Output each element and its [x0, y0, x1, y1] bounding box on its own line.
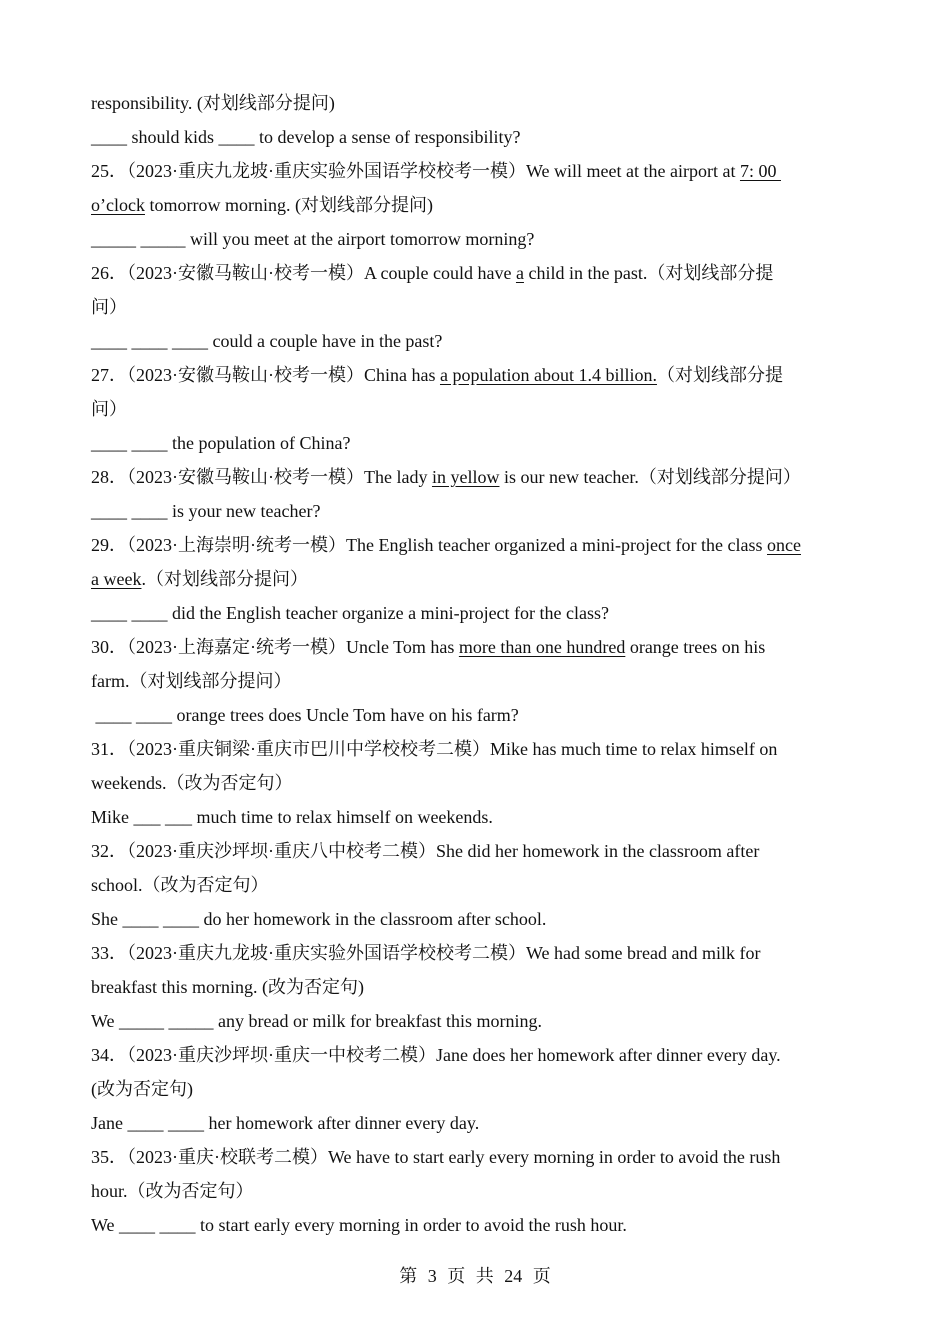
- text-line: [91, 494, 871, 528]
- text-line: [91, 766, 871, 800]
- page-footer: 第 3 页 共 24 页: [399, 1266, 551, 1286]
- text-line: [91, 290, 871, 324]
- text-segment: 32．（2023·重庆沙坪坝·重庆八中校考二模）She did her homework in the classroom after: [91, 841, 760, 861]
- text-segment: （对划线部分提: [656, 365, 783, 385]
- text-segment: 问）: [91, 297, 127, 317]
- underlined-phrase: a week: [91, 569, 142, 589]
- text-line: [91, 1072, 871, 1106]
- text-line: [91, 1038, 871, 1072]
- text-segment: 31．（2023·重庆铜梁·重庆市巴川中学校校考二模）Mike has much time to relax himself on: [91, 739, 778, 759]
- text-segment: ____ ____ did the English teacher organize a mini-project for the class?: [91, 603, 610, 623]
- underlined-phrase: o’clock: [91, 195, 145, 215]
- text-segment: She ____ ____ do her homework in the classroom after school.: [91, 909, 547, 929]
- text-line: [91, 562, 871, 596]
- text-segment: 34．（2023·重庆沙坪坝·重庆一中校考二模）Jane does her homework after dinner every day.: [91, 1045, 781, 1065]
- text-segment: 30．（2023·上海嘉定·统考一模）Uncle Tom has: [91, 637, 459, 657]
- text-line: [91, 222, 871, 256]
- underlined-phrase: more than one hundred: [458, 637, 626, 657]
- text-segment: 35．（2023·重庆·校联考二模）We have to start early every morning in order to avoid the rush: [91, 1147, 781, 1167]
- text-line: [91, 120, 871, 154]
- text-segment: ____ ____ orange trees does Uncle Tom have on his farm?: [91, 705, 519, 725]
- underlined-phrase: a population about 1.4 billion.: [439, 365, 657, 385]
- text-segment: 26．（2023·安徽马鞍山·校考一模）A couple could have: [91, 263, 516, 283]
- text-segment: Jane ____ ____ her homework after dinner every day.: [91, 1113, 480, 1133]
- text-segment: breakfast this morning. (改为否定句): [91, 977, 364, 997]
- text-segment: ____ should kids ____ to develop a sense of responsibility?: [91, 127, 521, 147]
- text-line: [91, 324, 871, 358]
- text-line: [91, 902, 871, 936]
- text-segment: (改为否定句): [91, 1079, 193, 1099]
- text-line: [91, 1140, 871, 1174]
- text-segment: ____ ____ ____ could a couple have in the past?: [91, 331, 443, 351]
- text-line: [91, 1004, 871, 1038]
- text-line: [91, 426, 871, 460]
- underlined-phrase: a: [515, 263, 524, 283]
- text-segment: is our new teacher.（对划线部分提问）: [499, 467, 801, 487]
- text-segment: child in the past.（对划线部分提: [523, 263, 774, 283]
- text-line: [91, 1174, 871, 1208]
- text-segment: ____ ____ is your new teacher?: [91, 501, 321, 521]
- text-line: [91, 970, 871, 1004]
- text-line: [91, 698, 871, 732]
- text-line: [91, 664, 871, 698]
- text-segment: school.（改为否定句）: [91, 875, 269, 895]
- text-line: [91, 1106, 871, 1140]
- underlined-phrase: once: [767, 535, 801, 555]
- text-line: [91, 1208, 871, 1242]
- text-segment: We _____ _____ any bread or milk for breakfast this morning.: [91, 1011, 542, 1031]
- text-line: [91, 256, 871, 290]
- underlined-phrase: in yellow: [431, 467, 500, 487]
- text-segment: responsibility. (对划线部分提问): [91, 93, 335, 113]
- underlined-phrase: 7: 00: [739, 161, 781, 181]
- text-line: [91, 86, 871, 120]
- text-line: [91, 834, 871, 868]
- text-line: [91, 188, 871, 222]
- text-segment: hour.（改为否定句）: [91, 1181, 254, 1201]
- text-segment: 29．（2023·上海崇明·统考一模）The English teacher organized a mini-project for the class: [91, 535, 767, 555]
- text-line: [91, 358, 871, 392]
- text-segment: Mike ___ ___ much time to relax himself on weekends.: [91, 807, 493, 827]
- text-segment: 问）: [91, 399, 127, 419]
- text-segment: 28．（2023·安徽马鞍山·校考一模）The lady: [91, 467, 432, 487]
- text-line: [91, 630, 871, 664]
- text-segment: 27．（2023·安徽马鞍山·校考一模）China has: [91, 365, 440, 385]
- text-segment: We ____ ____ to start early every morning in order to avoid the rush hour.: [91, 1215, 627, 1235]
- text-line: [91, 460, 871, 494]
- text-line: [91, 596, 871, 630]
- text-line: [91, 936, 871, 970]
- text-segment: 25．（2023·重庆九龙坡·重庆实验外国语学校校考一模）We will meet at the airport at: [91, 161, 740, 181]
- text-line: [91, 392, 871, 426]
- text-line: [91, 800, 871, 834]
- text-line: [91, 868, 871, 902]
- text-line: [91, 528, 871, 562]
- exercise-text: [91, 86, 871, 1242]
- text-line: [91, 154, 871, 188]
- text-segment: weekends.（改为否定句）: [91, 773, 293, 793]
- text-segment: 33．（2023·重庆九龙坡·重庆实验外国语学校校考二模）We had some bread and milk for: [91, 943, 761, 963]
- text-segment: orange trees on his: [625, 637, 766, 657]
- text-line: [91, 732, 871, 766]
- text-segment: ____ ____ the population of China?: [91, 433, 351, 453]
- text-segment: _____ _____ will you meet at the airport tomorrow morning?: [91, 229, 535, 249]
- text-segment: .（对划线部分提问）: [141, 569, 308, 589]
- text-segment: tomorrow morning. (对划线部分提问): [144, 195, 433, 215]
- text-segment: farm.（对划线部分提问）: [91, 671, 292, 691]
